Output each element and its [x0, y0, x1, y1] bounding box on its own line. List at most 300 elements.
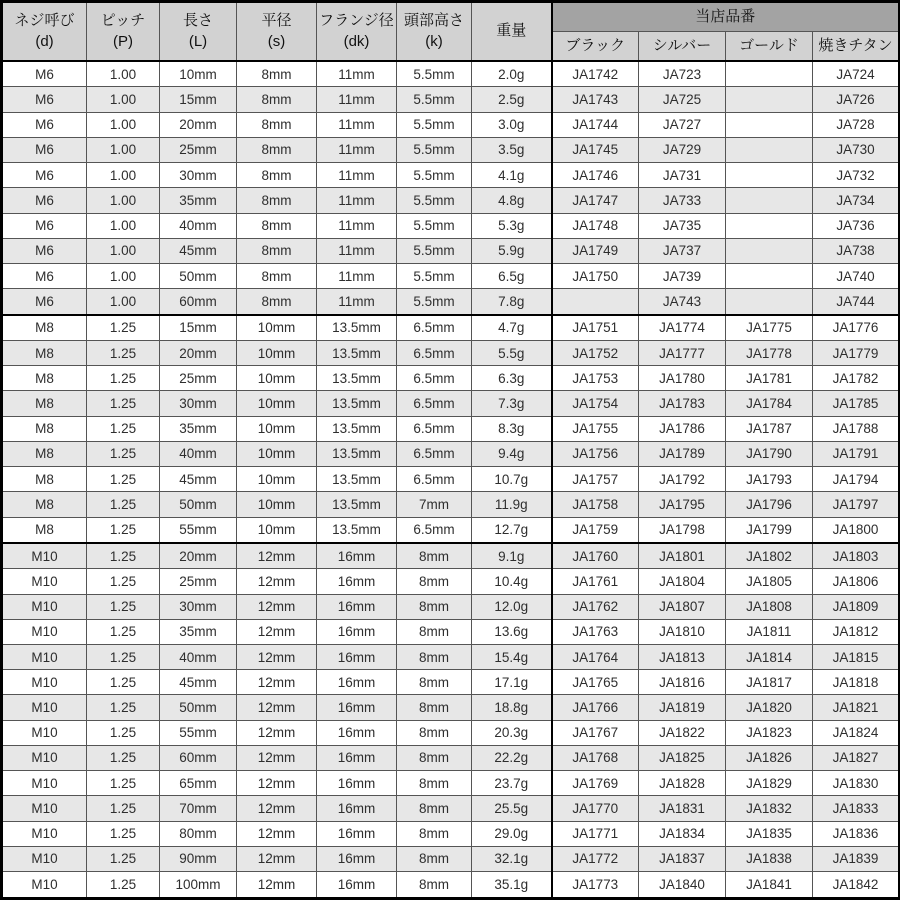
table-cell: 1.25: [87, 416, 160, 441]
table-cell: 30mm: [160, 391, 237, 416]
table-cell: JA1818: [813, 670, 900, 695]
table-cell: JA1838: [726, 846, 813, 871]
table-cell: JA1790: [726, 441, 813, 466]
table-row: [2, 61, 900, 87]
table-cell: 12mm: [237, 594, 317, 619]
header-symbol: (k): [425, 32, 443, 50]
table-cell: [726, 163, 813, 188]
table-cell: 2.5g: [472, 87, 552, 112]
table-cell: JA1827: [813, 745, 900, 770]
table-cell: M10: [2, 771, 87, 796]
table-cell: M10: [2, 645, 87, 670]
table-cell: 12mm: [237, 670, 317, 695]
table-cell: 8mm: [237, 213, 317, 238]
table-cell: 80mm: [160, 821, 237, 846]
table-cell: 25mm: [160, 137, 237, 162]
table-row: [2, 87, 900, 112]
table-cell: JA729: [639, 137, 726, 162]
table-cell: 1.00: [87, 263, 160, 288]
table-cell: 16mm: [317, 771, 397, 796]
table-cell: 100mm: [160, 871, 237, 898]
table-cell: 20mm: [160, 112, 237, 137]
table-row: [2, 720, 900, 745]
table-cell: 50mm: [160, 263, 237, 288]
table-cell: JA1835: [726, 821, 813, 846]
table-cell: JA1839: [813, 846, 900, 871]
table-cell: 70mm: [160, 796, 237, 821]
table-cell: JA1754: [552, 391, 639, 416]
table-cell: M6: [2, 163, 87, 188]
table-cell: 16mm: [317, 619, 397, 644]
header-symbol: (L): [188, 32, 208, 50]
table-cell: 1.25: [87, 846, 160, 871]
table-cell: JA1836: [813, 821, 900, 846]
table-cell: [726, 188, 813, 213]
table-row: [2, 492, 900, 517]
table-cell: JA1797: [813, 492, 900, 517]
table-cell: JA1755: [552, 416, 639, 441]
table-cell: JA1753: [552, 366, 639, 391]
table-cell: 8mm: [237, 289, 317, 315]
table-cell: JA1783: [639, 391, 726, 416]
table-cell: 13.5mm: [317, 391, 397, 416]
table-cell: 12mm: [237, 695, 317, 720]
table-cell: 55mm: [160, 517, 237, 543]
table-cell: M6: [2, 238, 87, 263]
table-cell: M10: [2, 846, 87, 871]
table-cell: 15mm: [160, 87, 237, 112]
table-cell: 5.5mm: [397, 61, 472, 87]
table-cell: 1.00: [87, 112, 160, 137]
table-cell: 6.5mm: [397, 391, 472, 416]
table-cell: JA1824: [813, 720, 900, 745]
table-cell: M6: [2, 61, 87, 87]
table-cell: 40mm: [160, 441, 237, 466]
table-cell: JA1742: [552, 61, 639, 87]
table-cell: JA1756: [552, 441, 639, 466]
table-cell: JA733: [639, 188, 726, 213]
table-cell: JA1802: [726, 543, 813, 569]
table-cell: 45mm: [160, 238, 237, 263]
table-cell: JA1745: [552, 137, 639, 162]
table-cell: JA1795: [639, 492, 726, 517]
table-cell: 16mm: [317, 543, 397, 569]
table-row: [2, 796, 900, 821]
table-cell: 13.5mm: [317, 416, 397, 441]
table-cell: M8: [2, 391, 87, 416]
table-cell: 4.1g: [472, 163, 552, 188]
table-cell: 3.0g: [472, 112, 552, 137]
table-cell: M10: [2, 569, 87, 594]
table-cell: 5.5mm: [397, 238, 472, 263]
table-cell: 8mm: [397, 594, 472, 619]
table-row: [2, 441, 900, 466]
table-row: [2, 695, 900, 720]
table-cell: 12mm: [237, 720, 317, 745]
header-variant-titanium: 焼きチタン: [813, 32, 900, 62]
table-cell: JA1829: [726, 771, 813, 796]
table-cell: 1.25: [87, 619, 160, 644]
table-cell: 60mm: [160, 745, 237, 770]
table-cell: 11mm: [317, 112, 397, 137]
table-row: [2, 846, 900, 871]
table-cell: 8mm: [397, 720, 472, 745]
table-row: [2, 188, 900, 213]
table-cell: M10: [2, 745, 87, 770]
table-cell: JA1770: [552, 796, 639, 821]
table-cell: 1.25: [87, 467, 160, 492]
table-cell: JA1760: [552, 543, 639, 569]
table-cell: JA1813: [639, 645, 726, 670]
table-cell: M6: [2, 137, 87, 162]
header-label: 長さ: [182, 12, 213, 30]
table-cell: 50mm: [160, 695, 237, 720]
table-cell: 12mm: [237, 821, 317, 846]
table-cell: 1.25: [87, 821, 160, 846]
table-row: [2, 594, 900, 619]
table-cell: 6.5mm: [397, 517, 472, 543]
table-cell: JA1842: [813, 871, 900, 898]
table-cell: 12mm: [237, 771, 317, 796]
table-row: [2, 341, 900, 366]
table-cell: 1.00: [87, 87, 160, 112]
table-cell: 12mm: [237, 846, 317, 871]
table-cell: JA1833: [813, 796, 900, 821]
table-cell: 5.5mm: [397, 87, 472, 112]
table-cell: 5.5mm: [397, 112, 472, 137]
table-cell: 1.25: [87, 366, 160, 391]
header-flat-width: [237, 2, 317, 62]
table-cell: 35.1g: [472, 871, 552, 898]
table-cell: 8mm: [237, 137, 317, 162]
table-cell: 10.4g: [472, 569, 552, 594]
table-cell: JA1830: [813, 771, 900, 796]
table-cell: 16mm: [317, 846, 397, 871]
table-cell: 1.00: [87, 163, 160, 188]
table-cell: JA1798: [639, 517, 726, 543]
table-row: [2, 745, 900, 770]
table-row: [2, 263, 900, 288]
table-cell: 1.25: [87, 645, 160, 670]
table-cell: JA1796: [726, 492, 813, 517]
table-cell: [726, 87, 813, 112]
table-cell: M8: [2, 416, 87, 441]
header-label: ピッチ: [100, 12, 146, 30]
table-cell: 1.00: [87, 188, 160, 213]
table-cell: 18.8g: [472, 695, 552, 720]
table-cell: 9.1g: [472, 543, 552, 569]
table-cell: 6.3g: [472, 366, 552, 391]
table-cell: 5.5mm: [397, 289, 472, 315]
table-cell: 6.5mm: [397, 341, 472, 366]
table-cell: M6: [2, 87, 87, 112]
header-part-number-group: 当店品番: [552, 2, 900, 32]
table-cell: JA1837: [639, 846, 726, 871]
table-cell: 16mm: [317, 796, 397, 821]
table-cell: JA1800: [813, 517, 900, 543]
table-cell: 8mm: [237, 61, 317, 87]
table-cell: JA1757: [552, 467, 639, 492]
table-cell: 8mm: [397, 745, 472, 770]
table-cell: 10.7g: [472, 467, 552, 492]
table-header: [2, 2, 900, 62]
table-cell: 9.4g: [472, 441, 552, 466]
table-cell: JA730: [813, 137, 900, 162]
table-row: [2, 670, 900, 695]
table-cell: 8mm: [397, 871, 472, 898]
table-cell: JA1825: [639, 745, 726, 770]
table-cell: JA728: [813, 112, 900, 137]
table-cell: 1.25: [87, 720, 160, 745]
table-cell: JA1831: [639, 796, 726, 821]
header-label: 頭部高さ: [403, 12, 464, 30]
table-cell: JA1782: [813, 366, 900, 391]
table-cell: JA1769: [552, 771, 639, 796]
table-cell: 25.5g: [472, 796, 552, 821]
header-label: フランジ径: [319, 12, 394, 30]
table-row: [2, 821, 900, 846]
table-cell: 12.7g: [472, 517, 552, 543]
table-cell: JA1786: [639, 416, 726, 441]
table-cell: M8: [2, 467, 87, 492]
table-cell: JA1763: [552, 619, 639, 644]
table-cell: 30mm: [160, 594, 237, 619]
table-cell: JA1817: [726, 670, 813, 695]
header-pitch: [87, 2, 160, 62]
table-cell: 8mm: [397, 821, 472, 846]
table-cell: JA1826: [726, 745, 813, 770]
table-cell: JA1793: [726, 467, 813, 492]
table-cell: 8.3g: [472, 416, 552, 441]
table-cell: 25mm: [160, 366, 237, 391]
table-cell: M6: [2, 289, 87, 315]
table-cell: 1.25: [87, 315, 160, 341]
table-cell: JA738: [813, 238, 900, 263]
table-row: [2, 289, 900, 315]
table-cell: 5.5mm: [397, 163, 472, 188]
table-cell: 16mm: [317, 745, 397, 770]
table-cell: 10mm: [160, 61, 237, 87]
table-cell: JA1785: [813, 391, 900, 416]
table-row: [2, 315, 900, 341]
table-row: [2, 619, 900, 644]
table-row: [2, 112, 900, 137]
table-cell: 11mm: [317, 61, 397, 87]
table-cell: 5.5mm: [397, 263, 472, 288]
table-cell: JA1812: [813, 619, 900, 644]
table-row: [2, 391, 900, 416]
table-row: [2, 569, 900, 594]
table-cell: JA735: [639, 213, 726, 238]
table-cell: 22.2g: [472, 745, 552, 770]
table-cell: JA1744: [552, 112, 639, 137]
table-cell: JA1775: [726, 315, 813, 341]
table-cell: 1.25: [87, 695, 160, 720]
table-cell: 23.7g: [472, 771, 552, 796]
table-cell: JA732: [813, 163, 900, 188]
header-weight: [472, 2, 552, 62]
table-cell: JA1746: [552, 163, 639, 188]
header-row-main: [2, 2, 900, 32]
table-cell: JA1809: [813, 594, 900, 619]
table-cell: 13.5mm: [317, 315, 397, 341]
table-cell: [726, 61, 813, 87]
table-cell: JA723: [639, 61, 726, 87]
table-cell: 16mm: [317, 594, 397, 619]
table-cell: 1.25: [87, 543, 160, 569]
table-cell: JA1794: [813, 467, 900, 492]
table-cell: 13.5mm: [317, 517, 397, 543]
table-cell: 16mm: [317, 821, 397, 846]
header-head-height: [397, 2, 472, 62]
table-row: [2, 517, 900, 543]
table-cell: JA1804: [639, 569, 726, 594]
table-cell: 4.7g: [472, 315, 552, 341]
table-cell: JA736: [813, 213, 900, 238]
table-cell: JA1807: [639, 594, 726, 619]
table-cell: 1.00: [87, 61, 160, 87]
table-row: [2, 645, 900, 670]
table-cell: 90mm: [160, 846, 237, 871]
table-cell: 40mm: [160, 213, 237, 238]
header-length: [160, 2, 237, 62]
header-variant-silver: シルバー: [639, 32, 726, 62]
table-cell: 10mm: [237, 416, 317, 441]
table-cell: 11mm: [317, 263, 397, 288]
table-cell: M8: [2, 315, 87, 341]
table-cell: 6.5mm: [397, 315, 472, 341]
header-variant-black: ブラック: [552, 32, 639, 62]
table-cell: M10: [2, 619, 87, 644]
table-cell: 5.3g: [472, 213, 552, 238]
table-cell: 5.9g: [472, 238, 552, 263]
table-cell: [726, 213, 813, 238]
table-cell: JA1792: [639, 467, 726, 492]
header-variant-gold: ゴールド: [726, 32, 813, 62]
table-cell: 11mm: [317, 137, 397, 162]
table-cell: JA1781: [726, 366, 813, 391]
table-cell: 11mm: [317, 238, 397, 263]
table-cell: 12mm: [237, 871, 317, 898]
table-row: [2, 163, 900, 188]
table-cell: JA1816: [639, 670, 726, 695]
table-cell: M10: [2, 543, 87, 569]
table-cell: 10mm: [237, 366, 317, 391]
table-cell: M10: [2, 871, 87, 898]
table-cell: JA1821: [813, 695, 900, 720]
table-cell: 13.6g: [472, 619, 552, 644]
table-cell: 16mm: [317, 670, 397, 695]
table-cell: JA1808: [726, 594, 813, 619]
table-cell: JA1814: [726, 645, 813, 670]
table-cell: 10mm: [237, 391, 317, 416]
table-row: [2, 416, 900, 441]
table-cell: 12mm: [237, 619, 317, 644]
table-cell: 30mm: [160, 163, 237, 188]
table-cell: M8: [2, 441, 87, 466]
table-cell: 16mm: [317, 871, 397, 898]
header-symbol: (s): [267, 32, 286, 50]
table-cell: 1.25: [87, 594, 160, 619]
table-cell: 8mm: [397, 670, 472, 695]
table-cell: 3.5g: [472, 137, 552, 162]
table-cell: 11.9g: [472, 492, 552, 517]
table-cell: 1.25: [87, 871, 160, 898]
table-cell: JA1791: [813, 441, 900, 466]
table-cell: JA1823: [726, 720, 813, 745]
table-cell: JA1828: [639, 771, 726, 796]
table-cell: 8mm: [397, 569, 472, 594]
table-cell: 1.25: [87, 771, 160, 796]
table-cell: 10mm: [237, 517, 317, 543]
table-cell: JA1752: [552, 341, 639, 366]
table-cell: M10: [2, 594, 87, 619]
table-cell: 10mm: [237, 341, 317, 366]
table-cell: 65mm: [160, 771, 237, 796]
table-cell: 1.25: [87, 745, 160, 770]
table-cell: 6.5mm: [397, 416, 472, 441]
table-cell: M6: [2, 112, 87, 137]
table-cell: 1.00: [87, 213, 160, 238]
table-cell: JA1777: [639, 341, 726, 366]
table-cell: JA734: [813, 188, 900, 213]
table-cell: 1.25: [87, 569, 160, 594]
table-cell: 29.0g: [472, 821, 552, 846]
table-cell: 1.00: [87, 137, 160, 162]
table-cell: 6.5mm: [397, 441, 472, 466]
table-cell: JA1805: [726, 569, 813, 594]
table-cell: 16mm: [317, 695, 397, 720]
header-symbol: (d): [35, 32, 54, 50]
table-cell: 8mm: [237, 112, 317, 137]
table-cell: 8mm: [237, 238, 317, 263]
table-cell: M10: [2, 695, 87, 720]
table-cell: JA743: [639, 289, 726, 315]
table-cell: 5.5mm: [397, 188, 472, 213]
table-cell: 11mm: [317, 289, 397, 315]
table-cell: JA1759: [552, 517, 639, 543]
table-cell: 35mm: [160, 188, 237, 213]
table-cell: 8mm: [397, 543, 472, 569]
table-cell: 25mm: [160, 569, 237, 594]
table-cell: [726, 238, 813, 263]
table-cell: 2.0g: [472, 61, 552, 87]
header-symbol: (P): [113, 32, 133, 50]
table-cell: 12.0g: [472, 594, 552, 619]
table-cell: JA731: [639, 163, 726, 188]
table-cell: 13.5mm: [317, 341, 397, 366]
table-cell: JA1784: [726, 391, 813, 416]
table-cell: 10mm: [237, 467, 317, 492]
table-cell: 5.5g: [472, 341, 552, 366]
table-cell: 12mm: [237, 645, 317, 670]
table-row: [2, 467, 900, 492]
header-label: ネジ呼び: [14, 12, 75, 30]
table-cell: 10mm: [237, 492, 317, 517]
table-cell: JA744: [813, 289, 900, 315]
table-cell: 8mm: [397, 771, 472, 796]
table-cell: 13.5mm: [317, 492, 397, 517]
table-cell: M8: [2, 366, 87, 391]
table-cell: JA1743: [552, 87, 639, 112]
table-cell: [552, 289, 639, 315]
table-cell: 1.25: [87, 670, 160, 695]
table-cell: 45mm: [160, 467, 237, 492]
table-cell: JA726: [813, 87, 900, 112]
table-cell: 13.5mm: [317, 366, 397, 391]
table-cell: JA1787: [726, 416, 813, 441]
table-cell: JA1765: [552, 670, 639, 695]
